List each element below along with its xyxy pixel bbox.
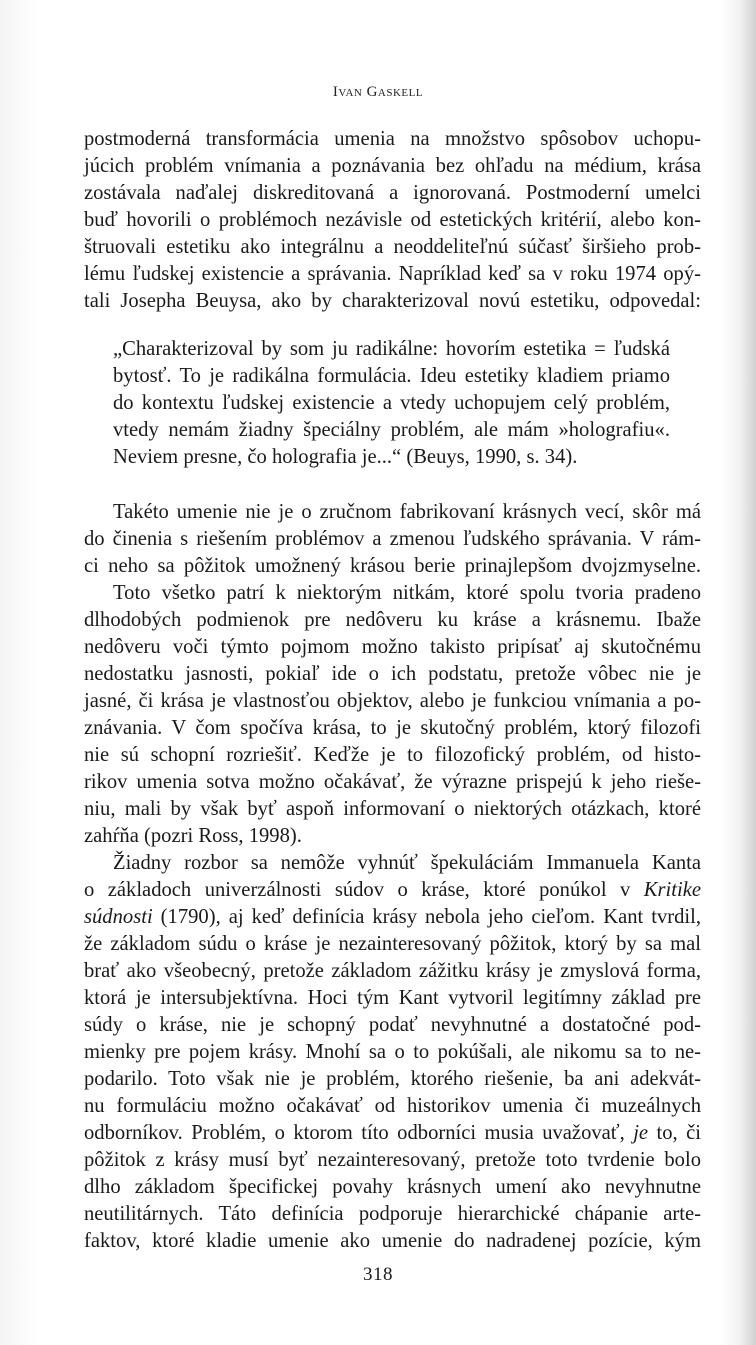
text-line: lému ľudskej existencie a správania. Napríklad keď sa v roku 1974 opý-	[84, 263, 701, 285]
text-line: mienky pre pojem krásy. Mnohí sa o to pokúšali, ale nikomu sa to ne-	[84, 1041, 701, 1063]
text-line: zostávala naďalej diskreditovaná a ignorovaná. Postmoderní umelci	[84, 182, 701, 204]
text-line: dlho základom špecifickej povahy krásnych umení ako nevyhnutne	[84, 1176, 701, 1198]
book-title-italic: súdnosti	[84, 906, 153, 928]
text-line: rikov umenia sotva možno očakávať, že výrazne prispejú k jeho riešе-	[84, 771, 701, 793]
text-line: nu formuláciu možno očakávať od historikov umenia či muzeálnych	[84, 1095, 701, 1117]
text-line: že základom súdu o kráse je nezainteresovaný pôžitok, ktorý by sa mal	[84, 933, 701, 955]
text-line: do činenia s riešením problémov a zmenou ľudského správania. V rám-	[84, 528, 701, 550]
quote-line: „Charakterizoval by som ju radikálne: hovorím estetika = ľudská	[113, 338, 670, 360]
text-line: ci neho sa pôžitok umožnený krásou berie prinajlepšom dvojzmyselne.	[84, 555, 701, 577]
text-line: znávania. V čom spočíva krása, to je skutočný problém, ktorý filozofi	[84, 717, 701, 739]
book-title-italic: Kritike	[643, 879, 701, 901]
page-edge-shadow	[740, 0, 756, 1345]
text-line: zahŕňa (pozri Ross, 1998).	[84, 825, 302, 847]
text-line: štruovali estetiku ako integrálnu a neoddeliteľnú súčasť širšieho prob-	[84, 236, 701, 258]
text-line: Takéto umenie nie je o zručnom fabrikovaní krásnych vecí, skôr má	[113, 501, 701, 523]
text-line: júcich problém vnímania a poznávania bez ohľadu na médium, krása	[84, 155, 701, 177]
text-line: dlhodobých podmienok pre nedôveru ku kráse a krásnemu. Ibaže	[84, 609, 701, 631]
text-line: niu, mali by však byť aspoň informovaní o niektorých otázkach, ktoré	[84, 798, 701, 820]
text-line: Žiadny rozbor sa nemôže vyhnúť špekuláciám Immanuela Kanta	[113, 852, 701, 874]
text-line: ktorá je intersubjektívna. Hoci tým Kant vytvoril legitímny základ pre	[84, 987, 701, 1009]
text-line: nedôveru voči týmto pojmom možno takisto pripísať aj skutočnému	[84, 636, 701, 658]
text-line: nedostatku jasnosti, pokiaľ ide o ich podstatu, pretože vôbec nie je	[84, 663, 701, 685]
quote-line: Neviem presne, čo holografia je...“ (Beuys, 1990, s. 34).	[113, 446, 578, 468]
text-line: faktov, ktoré kladie umenie ako umenie do nadradenej pozície, kým	[84, 1230, 701, 1252]
text-line: postmoderná transformácia umenia na množstvo spôsobov uchopu-	[84, 128, 701, 150]
text-line: súdnosti (1790), aj keď definícia krásy nebola jeho cieľom. Kant tvrdil,	[84, 906, 701, 928]
quote-line: do kontextu ľudskej existencie a vtedy uchopujem celý problém,	[113, 392, 670, 414]
text-line: neutilitárnych. Táto definícia podporuje hierarchické chápanie arte-	[84, 1203, 701, 1225]
text-line: buď hovorili o problémoch nezávisle od estetických kritérií, alebo kon-	[84, 209, 701, 231]
quote-line: vtedy nemám žiadny špeciálny problém, ale mám »holografiu«.	[113, 419, 670, 441]
text-line: pôžitok z krásy musí byť nezainteresovaný, pretože toto tvrdenie bolo	[84, 1149, 701, 1171]
page-number: 318	[363, 1264, 393, 1285]
emphasis-italic: je	[633, 1122, 649, 1144]
text-line: podarilo. Toto však nie je problém, ktorého riešenie, ba ani adekvát-	[84, 1068, 701, 1090]
text-line: o základoch univerzálnosti súdov o kráse, ktoré ponúkol v Kritike	[84, 879, 701, 901]
text-line: jasné, či krása je vlastnosťou objektov, alebo je funkciou vnímania a po-	[84, 690, 701, 712]
text-line: nie sú schopní rozriešiť. Keďže je to filozofický problém, od histo-	[84, 744, 701, 766]
running-head: Ivan Gaskell	[332, 84, 424, 100]
text-line: súdy o kráse, nie je schopný podať nevyhnutné a dostatočné pod-	[84, 1014, 701, 1036]
text-line: tali Josepha Beuysa, ako by charakterizoval novú estetiku, odpovedal:	[84, 290, 701, 312]
text-line: brať ako všeobecný, pretože základom zážitku krásy je zmyslová forma,	[84, 960, 701, 982]
text-line: Toto všetko patrí k niektorým nitkám, ktoré spolu tvoria pradeno	[113, 582, 701, 604]
quote-line: bytosť. To je radikálna formulácia. Ideu estetiky kladiem priamo	[113, 365, 670, 387]
text-line: odborníkov. Problém, o ktorom títo odborníci musia uvažovať, je to, či	[84, 1122, 702, 1144]
